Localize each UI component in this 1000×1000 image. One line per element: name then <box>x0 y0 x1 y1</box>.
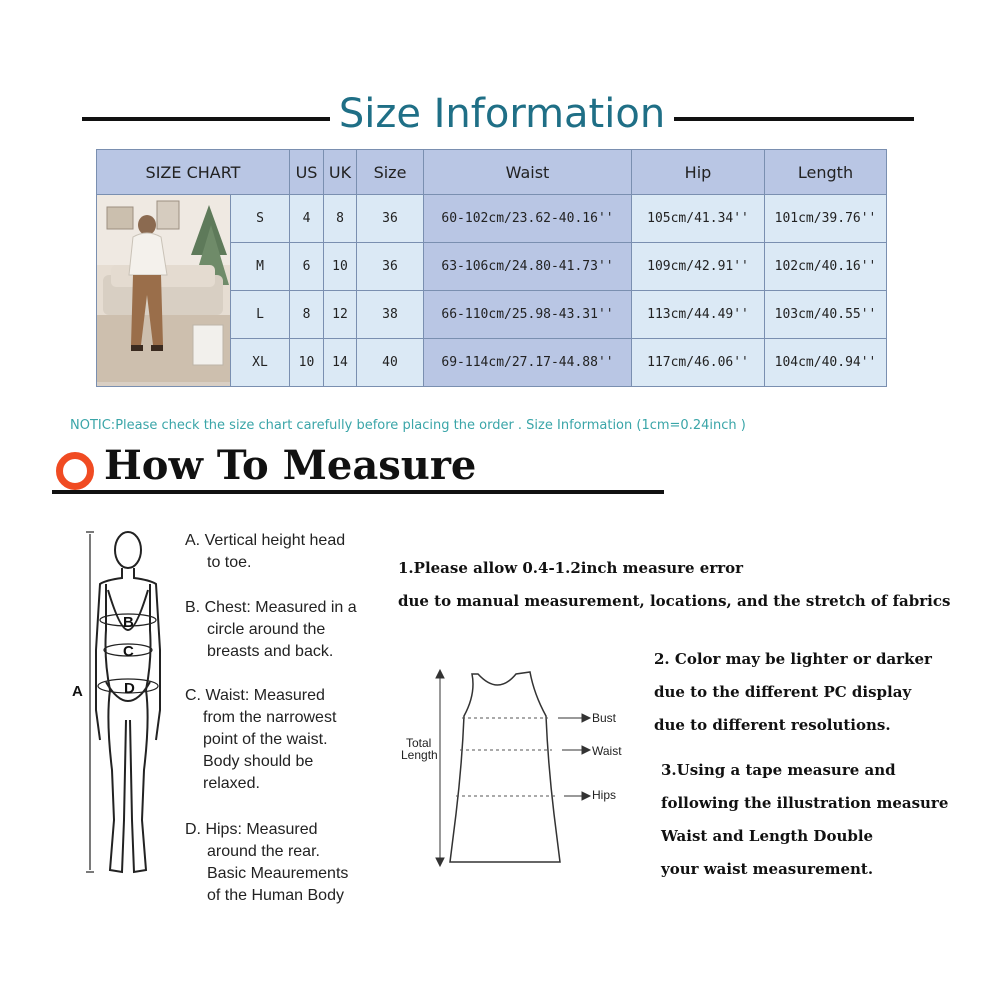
instruction-a <box>185 530 345 574</box>
instruction-line: B. Chest: Measured in a <box>185 599 357 616</box>
product-photo <box>97 195 231 387</box>
note-2-line-2: due to the different PC display <box>654 683 912 701</box>
table-row <box>97 195 887 243</box>
instruction-d <box>185 819 348 907</box>
us-size: 8 <box>290 291 324 339</box>
size-chart-table <box>96 149 887 387</box>
note-3-line-2: following the illustration measure <box>661 794 949 812</box>
table-header-row <box>97 150 887 195</box>
note-1-line-2: due to manual measurement, locations, and the stretch of fabrics <box>398 592 951 610</box>
instruction-line: of the Human Body <box>207 887 344 904</box>
how-to-measure-header <box>52 442 672 501</box>
dress-label-waist: Waist <box>592 744 622 758</box>
column-header-us: US <box>290 150 324 195</box>
uk-size: 12 <box>324 291 357 339</box>
uk-size: 14 <box>324 339 357 387</box>
column-header-waist: Waist <box>424 150 632 195</box>
size-label: M <box>231 243 290 291</box>
waist-value: 63-106cm/24.80-41.73'' <box>424 243 632 291</box>
label-c: C <box>123 643 134 660</box>
label-d: D <box>124 680 135 697</box>
waist-value: 69-114cm/27.17-44.88'' <box>424 339 632 387</box>
length-value: 102cm/40.16'' <box>765 243 887 291</box>
waist-value: 66-110cm/25.98-43.31'' <box>424 291 632 339</box>
column-header-uk: UK <box>324 150 357 195</box>
dress-label-length: Length <box>401 748 438 762</box>
instruction-line: relaxed. <box>203 775 260 792</box>
hip-value: 109cm/42.91'' <box>632 243 765 291</box>
us-size: 4 <box>290 195 324 243</box>
length-value: 101cm/39.76'' <box>765 195 887 243</box>
note-3-line-1: 3.Using a tape measure and <box>661 761 896 779</box>
instruction-line: breasts and back. <box>207 643 334 660</box>
instruction-c <box>185 685 336 795</box>
waist-value: 60-102cm/23.62-40.16'' <box>424 195 632 243</box>
length-value: 103cm/40.55'' <box>765 291 887 339</box>
section-rule <box>52 490 664 494</box>
instruction-line: to toe. <box>207 554 252 571</box>
title-rule-right <box>674 117 914 121</box>
instruction-line: point of the waist. <box>203 731 328 748</box>
size-notice: NOTIC:Please check the size chart carefully before placing the order . Size Information (1cm=0.24inch ) <box>70 418 746 433</box>
note-3-line-3: Waist and Length Double <box>661 827 874 845</box>
column-header-length: Length <box>765 150 887 195</box>
hip-value: 113cm/44.49'' <box>632 291 765 339</box>
product-photo-image <box>97 195 230 382</box>
label-b: B <box>123 614 134 631</box>
us-size: 10 <box>290 339 324 387</box>
size-label: L <box>231 291 290 339</box>
dress-label-total: Total <box>406 736 432 750</box>
note-2-line-3: due to different resolutions. <box>654 716 891 734</box>
instruction-line: Basic Meaurements <box>207 865 349 882</box>
dress-label-hips: Hips <box>592 788 617 802</box>
uk-size: 10 <box>324 243 357 291</box>
title-rule-left <box>82 117 330 121</box>
instruction-line: from the narrowest <box>203 709 337 726</box>
hip-value: 105cm/41.34'' <box>632 195 765 243</box>
note-3-line-4: your waist measurement. <box>661 860 874 878</box>
label-a: A <box>72 683 83 700</box>
hip-value: 117cm/46.06'' <box>632 339 765 387</box>
eu-size: 36 <box>357 195 424 243</box>
section-title: How To Measure <box>104 442 477 489</box>
eu-size: 36 <box>357 243 424 291</box>
instruction-line: D. Hips: Measured <box>185 821 318 838</box>
instruction-line: C. Waist: Measured <box>185 687 325 704</box>
length-value: 104cm/40.94'' <box>765 339 887 387</box>
eu-size: 38 <box>357 291 424 339</box>
instruction-line: Body should be <box>203 753 314 770</box>
eu-size: 40 <box>357 339 424 387</box>
note-1-line-1: 1.Please allow 0.4-1.2inch measure error <box>398 559 744 577</box>
column-header-size: Size <box>357 150 424 195</box>
note-2-line-1: 2. Color may be lighter or darker <box>654 650 932 668</box>
dress-label-bust: Bust <box>592 711 617 725</box>
page-title: Size Information <box>338 91 666 137</box>
size-label: XL <box>231 339 290 387</box>
column-header-hip: Hip <box>632 150 765 195</box>
uk-size: 8 <box>324 195 357 243</box>
dress-diagram-icon <box>398 664 638 874</box>
instruction-line: around the rear. <box>207 843 320 860</box>
us-size: 6 <box>290 243 324 291</box>
size-chart-label: SIZE CHART <box>97 150 290 195</box>
circle-bullet-icon <box>56 452 94 490</box>
size-label: S <box>231 195 290 243</box>
body-figure-icon <box>70 520 180 895</box>
instruction-line: A. Vertical height head <box>185 532 346 549</box>
instruction-b <box>185 597 357 663</box>
size-information-header <box>82 86 914 146</box>
instruction-line: circle around the <box>207 621 326 638</box>
